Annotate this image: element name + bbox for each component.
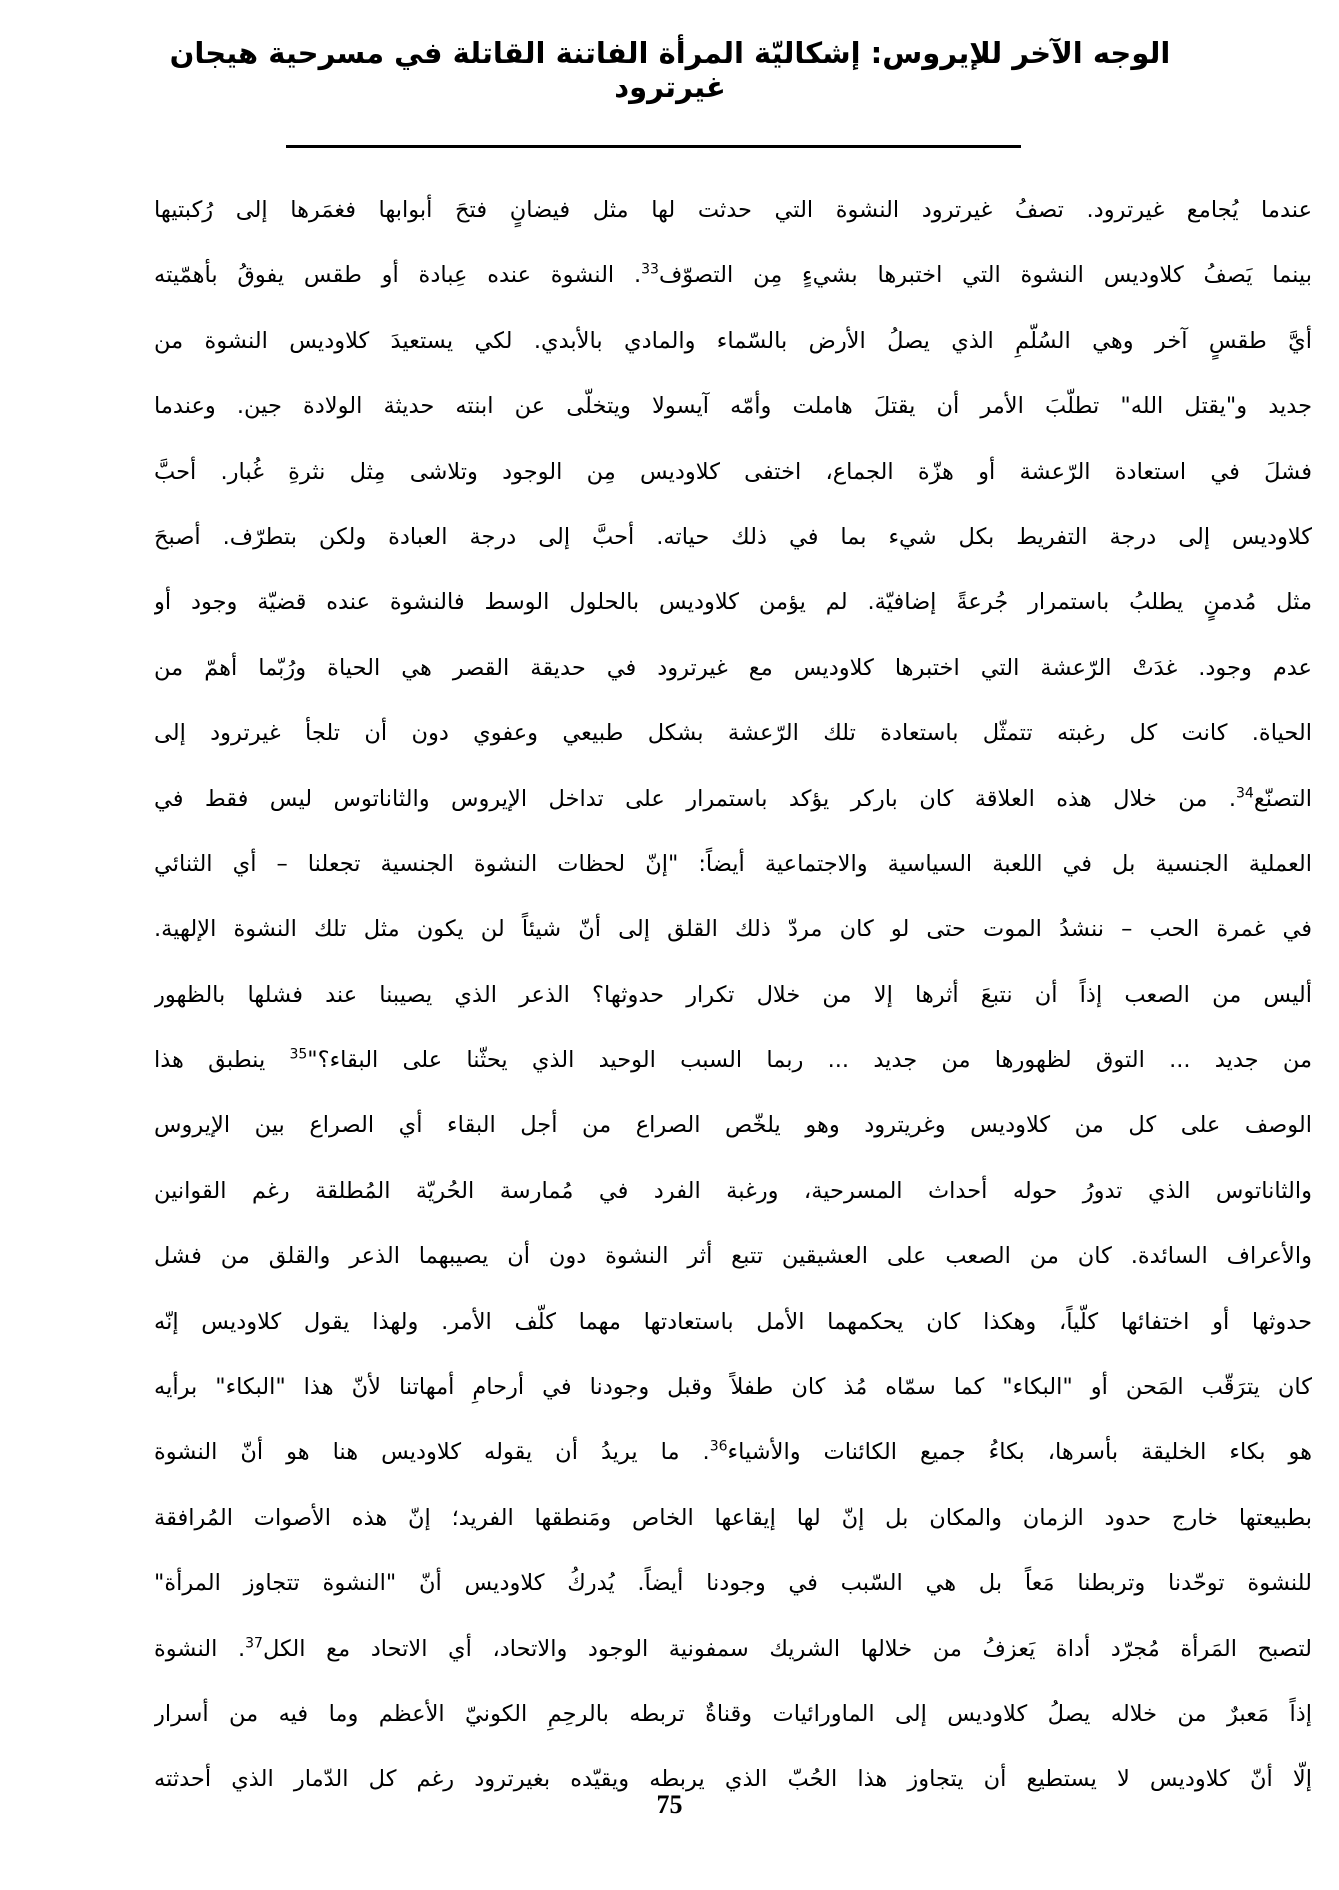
text-line [154,636,1312,701]
text-line [154,1420,1312,1485]
text-line [154,1355,1312,1420]
text-line [154,897,1312,962]
text-line [154,701,1312,766]
line-text: والأعراف السائدة. كان من الصعب على العشيقين تتبع أثر النشوة دون أن يصيبهما الذعر والقلق من فشل [154,1243,1312,1270]
text-line [154,1224,1312,1289]
line-text: كلاوديس إلى درجة التفريط بكل شيء بما في ذلك حياته. أحبَّ إلى درجة العبادة ولكن بتطرّف. أصبحَ [154,523,1312,550]
line-text: التصنّع [1253,785,1312,812]
line-text: بينما يَصفُ كلاوديس النشوة التي اختبرها بشيءٍ مِن التصوّف [658,262,1312,289]
line-text: الحياة. كانت كل رغبته تتمثّل باستعادة تلك الرّعشة بشكل طبيعي وعفوي دون أن تلجأ غيرترود إلى [154,720,1312,747]
text-line [154,963,1312,1028]
line-text: كان يترَقّب المَحن أو "البكاء" كما سمّاه مُذ كان طفلاً وقبل وجودنا في أرحامِ أمهاتنا لأنّ هذا "البكاء" برأيه [154,1374,1312,1401]
text-line [154,570,1312,635]
footnote-ref: 34 [1235,785,1254,802]
footnote-ref: 36 [709,1438,728,1455]
line-text: والثاناتوس الذي تدورُ حوله أحداث المسرحية، ورغبة الفرد في مُمارسة الحُريّة المُطلقة رغم القوانين [154,1177,1312,1204]
text-line [154,1028,1312,1093]
footnote-ref: 35 [289,1046,308,1063]
line-text-continued: . النشوة [154,1635,246,1662]
line-text: عندما يُجامع غيرترود. تصفُ غيرترود النشوة التي حدثت لها مثل فيضانٍ فتحَ أبوابها فغمَرها إلى رُكبتيها [154,197,1312,223]
line-text: عدم وجود. غدَتْ الرّعشة التي اختبرها كلاوديس مع غيرترود في حديقة القصر هي الحياة ورُبّما أهمّ من [154,654,1312,681]
line-text: هو بكاء الخليقة بأسرها، بكاءُ جميع الكائنات والأشياء [727,1439,1312,1466]
body-text [154,178,1312,1813]
line-text: إلّا أنّ كلاوديس لا يستطيع أن يتجاوز هذا الحُبّ الذي يربطه ويقيّده بغيرترود رغم كل الدّمار الذي أحدثته [154,1766,1312,1793]
line-text: أليس من الصعب إذاً أن نتبعَ أثرها إلا من خلال تكرار حدوثها؟ الذعر الذي يصيبنا عند فشلها بالظهور [154,981,1312,1008]
text-line [154,440,1312,505]
page-number: 75 [656,1790,683,1819]
text-line [154,832,1312,897]
line-text: إذاً مَعبرٌ من خلاله يصلُ كلاوديس إلى الماورائيات وقناةٌ تربطه بالرحِمِ الكونيّ الأعظم وما فيه من أسرار [154,1700,1312,1727]
line-text: لتصبح المَرأة مُجرّد أداة يَعزفُ من خلالها الشريك سمفونية الوجود والاتحاد، أي الاتحاد مع الكل [262,1635,1312,1662]
text-line [154,243,1312,308]
text-line [154,1617,1312,1682]
line-text: فشلَ في استعادة الرّعشة أو هزّة الجماع، اختفى كلاوديس مِن الوجود وتلاشى مِثل نثرةِ غُبار. أحبَّ [154,458,1312,485]
text-line [154,309,1312,374]
line-text: العملية الجنسية بل في اللعبة السياسية والاجتماعية أيضاً: "إنّ لحظات النشوة الجنسية تجعلنا – أي الثنائي [154,850,1312,877]
line-text-continued: ينطبق هذا [154,1047,290,1074]
text-line [154,1551,1312,1616]
line-text-continued: . من خلال هذه العلاقة كان باركر يؤكد باستمرار على تداخل الإيروس والثاناتوس ليس فقط في [154,785,1236,812]
title-divider [286,145,1021,148]
line-text: مثل مُدمنٍ يطلبُ باستمرار جُرعةً إضافيّة. لم يؤمن كلاوديس بالحلول الوسط فالنشوة عنده قضيّة وجود أو [154,589,1312,616]
text-line [154,1486,1312,1551]
footnote-ref: 37 [245,1635,263,1652]
text-line [154,1093,1312,1158]
text-line [154,1159,1312,1224]
line-text: في غمرة الحب – ننشدُ الموت حتى لو كان مردّ ذلك القلق إلى أنّ شيئاً لن يكون مثل تلك النشوة الإلهية. [154,916,1312,943]
line-text: حدوثها أو اختفائها كلّياً، وهكذا كان يحكمهما الأمل باستعادتها مهما كلّف الأمر. ولهذا يقول كلاوديس إنّه [154,1308,1312,1335]
line-text: الوصف على كل من كلاوديس وغريترود وهو يلخّص الصراع من أجل البقاء أي الصراع بين الإيروس [154,1112,1312,1139]
text-line [154,505,1312,570]
text-line [154,1682,1312,1747]
line-text: للنشوة توحّدنا وتربطنا مَعاً بل هي السّبب في وجودنا أيضاً. يُدركُ كلاوديس أنّ "النشوة تتجاوز المرأة" [154,1570,1312,1597]
text-line [154,1290,1312,1355]
line-text: بطبيعتها خارج حدود الزمان والمكان بل إنّ لها إيقاعها الخاص ومَنطقها الفريد؛ إنّ هذه الأصوات المُرافقة [154,1504,1312,1531]
footnote-ref: 33 [641,261,659,278]
text-line [154,767,1312,832]
line-text: من جديد ... التوق لظهورها من جديد ... ربما السبب الوحيد الذي يحثّنا على البقاء؟" [307,1047,1312,1074]
page-title: الوجه الآخر للإيروس: إشكاليّة المرأة الفاتنة القاتلة في مسرحية هيجان غيرترود [169,36,1171,104]
line-text: جديد و"يقتل الله" تطلّبَ الأمر أن يقتلَ هاملت وأمّه آيسولا ويتخلّى عن ابنته حديثة الولادة جين. وعندما [154,393,1312,420]
line-text: أيَّ طقسٍ آخر وهي السُلّمِ الذي يصلُ الأرض بالسّماء والمادي بالأبدي. لكي يستعيدَ كلاوديس النشوة من [154,327,1312,354]
text-line [154,374,1312,439]
line-text-continued: . ما يريدُ أن يقوله كلاوديس هنا هو أنّ النشوة [154,1439,710,1466]
line-text-continued: . النشوة عنده عِبادة أو طقس يفوقُ بأهمّيته [154,262,642,289]
text-line [154,178,1312,243]
